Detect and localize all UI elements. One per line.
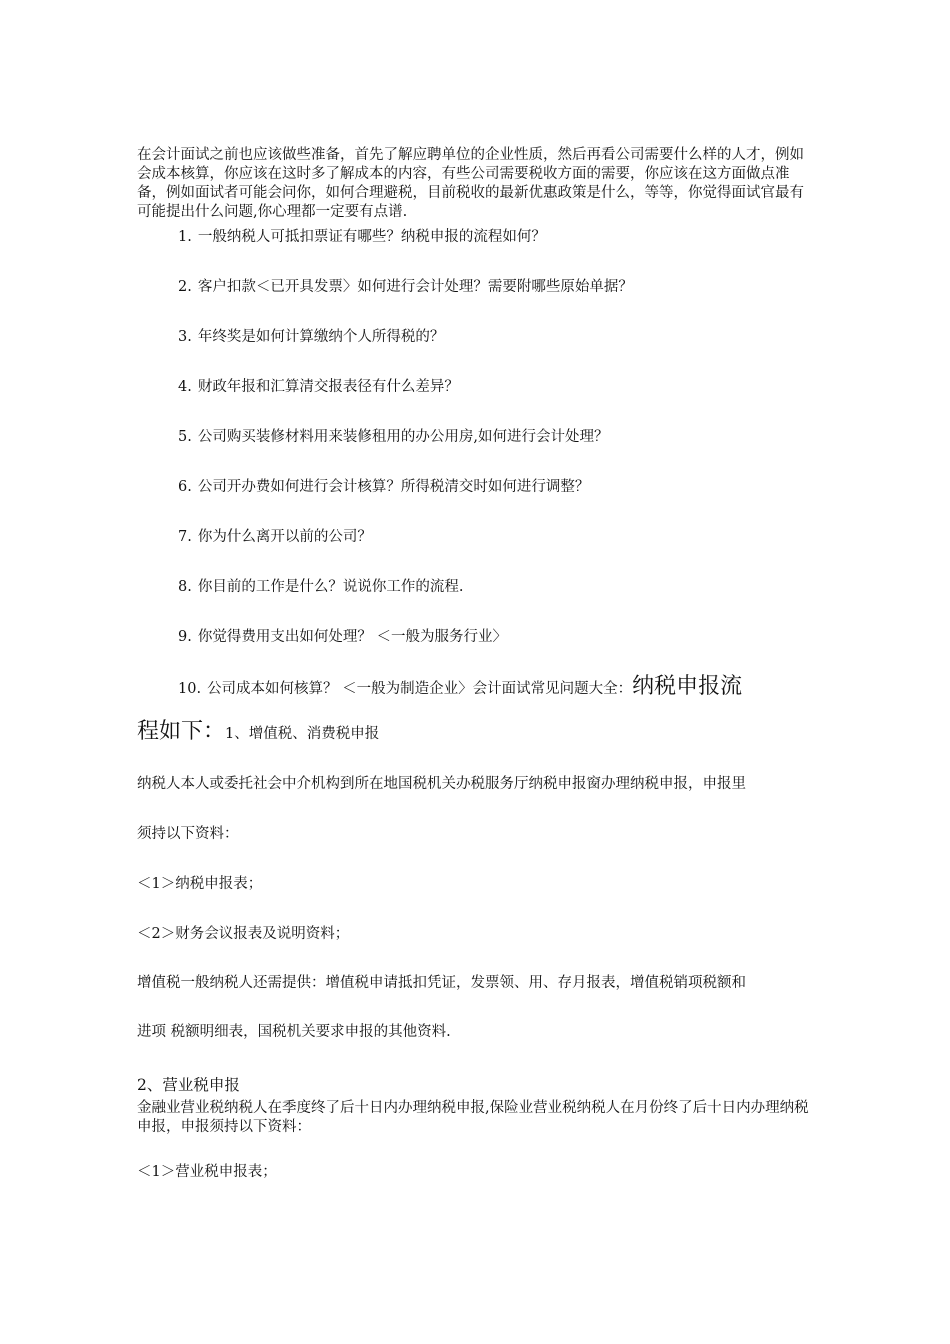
body-line: ＜2＞财务会议报表及说明资料； bbox=[137, 926, 350, 942]
question-text: 公司开办费如何进行会计核算？所得税清交时如何进行调整？ bbox=[197, 479, 590, 495]
question-number: 3. bbox=[178, 329, 192, 345]
question-text: 一般纳税人可抵扣票证有哪些？纳税申报的流程如何？ bbox=[197, 229, 546, 245]
question-item bbox=[178, 224, 633, 274]
question-number: 8. bbox=[178, 579, 192, 595]
question-item bbox=[178, 524, 633, 574]
question-number: 5. bbox=[178, 429, 192, 445]
intro-paragraph: 在会计面试之前也应该做些准备，首先了解应聘单位的企业性质，然后再看公司需要什么样的人才，例如会成本核算，你应该在这时多了解成本的内容，有些公司需要税收方面的需要，你应该在这方面做点准备，例如面试者可能会问你，如何合理避税，目前税收的最新优惠政策是什么，等等，你觉得面试官最有可能提出什么问题,你心理都一定要有点谱. bbox=[137, 146, 804, 220]
section-heading-business-tax: 2、营业税申报 bbox=[137, 1076, 240, 1094]
question-text: 公司成本如何核算？ ＜一般为制造企业〉会计面试常见问题大全： bbox=[207, 681, 633, 697]
body-line: 进项 税额明细表，国税机关要求申报的其他资料. bbox=[137, 1024, 451, 1040]
question-item bbox=[178, 574, 633, 624]
question-text: 你觉得费用支出如何处理？ ＜一般为服务行业〉 bbox=[197, 629, 507, 645]
question-item bbox=[178, 274, 633, 324]
question-number: 10. bbox=[178, 681, 202, 697]
body-line: 纳税人本人或委托社会中介机构到所在地国税机关办税服务厅纳税申报窗办理纳税申报，申报里 bbox=[137, 776, 746, 792]
question-number: 1. bbox=[178, 229, 192, 245]
question-item bbox=[178, 324, 633, 374]
section-heading-vat bbox=[137, 715, 379, 751]
question-item-10 bbox=[178, 671, 742, 705]
question-item bbox=[178, 624, 633, 674]
question-item bbox=[178, 424, 633, 474]
body-line: 须持以下资料： bbox=[137, 826, 239, 842]
question-text: 年终奖是如何计算缴纳个人所得税的？ bbox=[197, 329, 445, 345]
section-title: 1、增值税、消费税申报 bbox=[225, 726, 380, 742]
question-text: 公司购买装修材料用来装修租用的办公用房,如何进行会计处理？ bbox=[197, 429, 609, 445]
question-item bbox=[178, 374, 633, 424]
question-list bbox=[178, 224, 633, 674]
question-text: 客户扣款＜已开具发票〉如何进行会计处理？需要附哪些原始单据？ bbox=[197, 279, 633, 295]
body-line: ＜1＞纳税申报表； bbox=[137, 876, 263, 892]
question-text: 财政年报和汇算清交报表径有什么差异？ bbox=[197, 379, 459, 395]
body-line: 增值税一般纳税人还需提供：增值税申请抵扣凭证，发票领、用、存月报表，增值税销项税额和 bbox=[137, 975, 746, 991]
question-number: 9. bbox=[178, 629, 192, 645]
body-line: ＜1＞营业税申报表； bbox=[137, 1164, 277, 1180]
heading-fragment: 纳税申报流 bbox=[632, 674, 743, 699]
heading-fragment: 程如下： bbox=[137, 719, 226, 744]
question-number: 4. bbox=[178, 379, 192, 395]
question-number: 6. bbox=[178, 479, 192, 495]
question-number: 7. bbox=[178, 529, 192, 545]
question-text: 你目前的工作是什么？说说你工作的流程. bbox=[197, 579, 464, 595]
question-number: 2. bbox=[178, 279, 192, 295]
question-text: 你为什么离开以前的公司？ bbox=[197, 529, 372, 545]
business-tax-paragraph: 金融业营业税纳税人在季度终了后十日内办理纳税申报,保险业营业税纳税人在月份终了后十日内办理纳税申报，申报须持以下资料： bbox=[137, 1100, 809, 1135]
question-item bbox=[178, 474, 633, 524]
